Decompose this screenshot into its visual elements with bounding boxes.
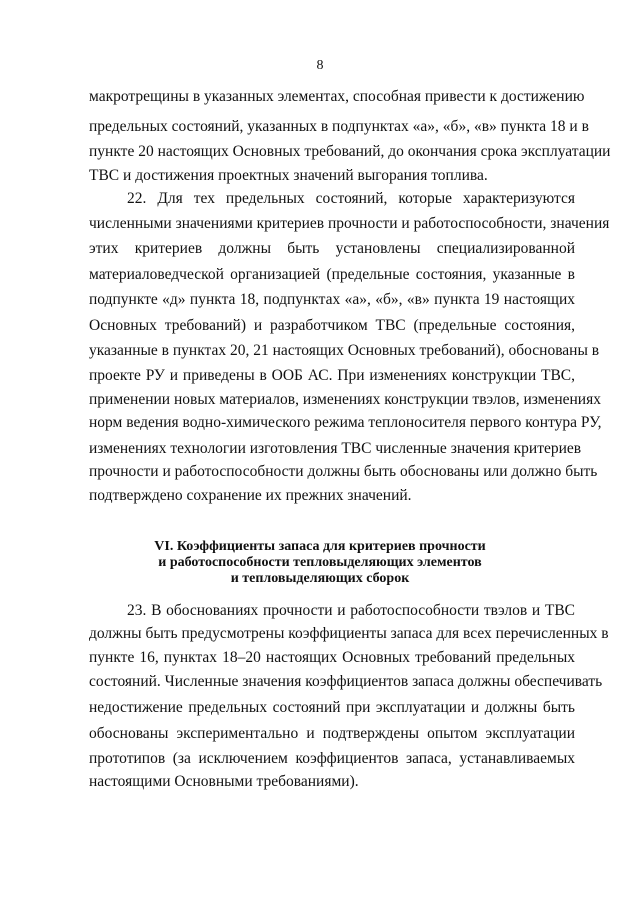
- text-line: этих критериев должны быть установлены специализированной: [89, 240, 575, 257]
- text-line: применении новых материалов, изменениях конструкции твэлов, изменениях: [89, 391, 601, 408]
- text-line: Основных требований) и разработчиком ТВС (предельные состояния,: [89, 317, 575, 334]
- text-line: проекте РУ и приведены в ООБ АС. При изменениях конструкции ТВС,: [89, 367, 575, 384]
- text-line: изменениях технологии изготовления ТВС численные значения критериев: [89, 440, 582, 457]
- text-line: 23. В обоснованиях прочности и работоспособности твэлов и ТВС: [127, 602, 575, 619]
- heading-line: и тепловыделяющих сборок: [230, 571, 410, 586]
- text-line: пункте 16, пунктах 18–20 настоящих Основных требований предельных: [89, 649, 575, 666]
- text-line: норм ведения водно-химического режима теплоносителя первого контура РУ,: [89, 414, 602, 431]
- text-line: недостижение предельных состояний при эксплуатации и должны быть: [89, 699, 575, 716]
- text-line: численными значениями критериев прочности и работоспособности, значения: [89, 215, 610, 232]
- text-line: подтверждено сохранение их прежних значений.: [89, 487, 412, 504]
- text-line: должны быть предусмотрены коэффициенты запаса для всех перечисленных в: [89, 625, 609, 642]
- text-line: подпункте «д» пункта 18, подпунктах «а», «б», «в» пункта 19 настоящих: [89, 291, 575, 308]
- text-line: указанные в пунктах 20, 21 настоящих Основных требований), обоснованы в: [89, 342, 600, 359]
- text-line: прототипов (за исключением коэффициентов запаса, устанавливаемых: [89, 750, 575, 767]
- heading-line: VI. Коэффициенты запаса для критериев прочности: [154, 539, 486, 554]
- text-line: состояний. Численные значения коэффициентов запаса должны обеспечивать: [89, 673, 603, 690]
- page-number: 8: [316, 58, 324, 73]
- text-line: пункте 20 настоящих Основных требований, до окончания срока эксплуатации: [89, 143, 611, 160]
- heading-line: и работоспособности тепловыделяющих элементов: [158, 555, 482, 570]
- text-line: 22. Для тех предельных состояний, которые характеризуются: [127, 190, 575, 207]
- text-line: обоснованы экспериментально и подтверждены опытом эксплуатации: [89, 725, 575, 742]
- text-line: макротрещины в указанных элементах, способная привести к достижению: [89, 88, 585, 105]
- text-line: предельных состояний, указанных в подпунктах «а», «б», «в» пункта 18 и в: [89, 118, 589, 135]
- text-line: материаловедческой организацией (предельные состояния, указанные в: [89, 266, 575, 283]
- text-line: настоящими Основными требованиями).: [89, 773, 359, 790]
- text-line: прочности и работоспособности должны быть обоснованы или должно быть: [89, 463, 598, 480]
- text-line: ТВС и достижения проектных значений выгорания топлива.: [89, 167, 488, 184]
